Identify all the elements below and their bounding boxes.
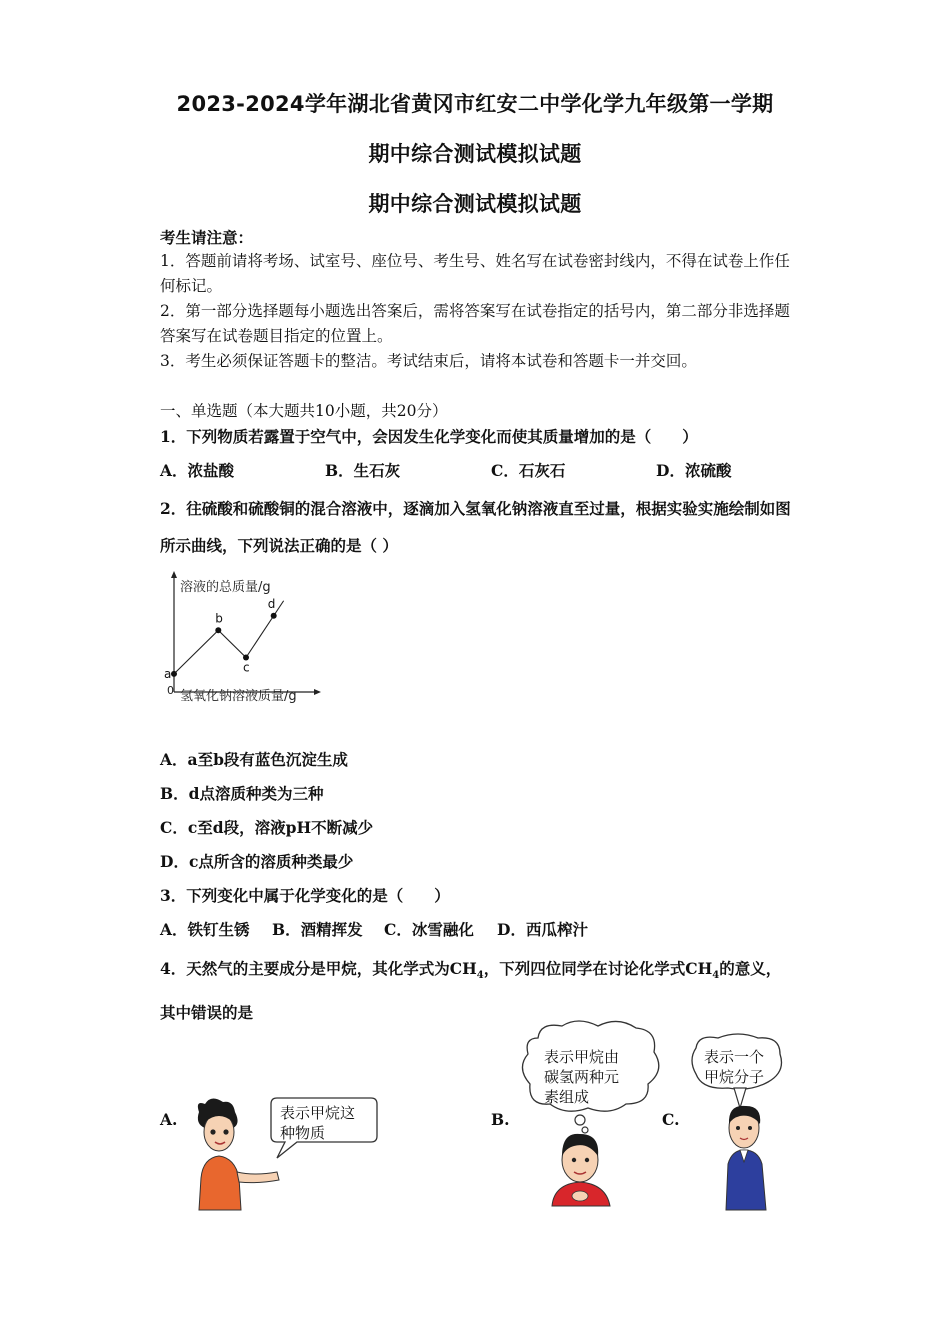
chart-x-arrow bbox=[314, 689, 321, 695]
girl-eye-left bbox=[210, 1129, 215, 1134]
chart-xlabel: 氢氧化钠溶液质量/g bbox=[180, 689, 297, 704]
q3-option-a: A．铁钉生锈 bbox=[160, 920, 250, 939]
q4-stem-part3: 的意义，其中错误的是 bbox=[160, 959, 782, 1023]
notice-item-2: 2．第一部分选择题每小题选出答案后，需将答案写在试卷指定的括号内，第二部分非选择题答案写在试卷题目指定的位置上。 bbox=[160, 302, 790, 345]
chart-ylabel: 溶液的总质量/g bbox=[180, 580, 271, 595]
chart-point-a bbox=[171, 671, 177, 677]
q1-option-a: A．浓盐酸 bbox=[160, 461, 235, 480]
q2-option-d: D．c点所含的溶质种类最少 bbox=[160, 852, 354, 871]
section-heading: 一、单选题（本大题共10小题，共20分） bbox=[160, 402, 448, 420]
q4-figure-a-label: A. bbox=[160, 1110, 178, 1129]
q4-subscript-2: 4 bbox=[712, 970, 720, 982]
q4-figure-b-label: B. bbox=[491, 1110, 510, 1129]
q4-figure-b-illustration bbox=[518, 1018, 666, 1208]
q4-figure-c-illustration bbox=[688, 1032, 788, 1212]
thought-dot-1 bbox=[575, 1115, 585, 1125]
girl-shirt bbox=[199, 1156, 241, 1210]
speech-b-line1: 表示甲烷由 bbox=[544, 1048, 620, 1066]
q3-option-b: B．酒精挥发 bbox=[272, 920, 363, 939]
chart-point-b bbox=[215, 627, 221, 633]
q1-stem: 1．下列物质若露置于空气中，会因发生化学变化而使其质量增加的是（ ） bbox=[160, 427, 698, 446]
notice-item-1: 1．答题前请将考场、试室号、座位号、考生号、姓名写在试卷密封线内，不得在试卷上作任何标记。 bbox=[160, 252, 790, 295]
notice-item-3: 3．考生必须保证答题卡的整洁。考试结束后，请将本试卷和答题卡一并交回。 bbox=[160, 352, 697, 370]
q3-option-d: D．西瓜榨汁 bbox=[497, 920, 588, 939]
q4-stem bbox=[160, 950, 792, 1031]
q2-stem: 2．往硫酸和硫酸铜的混合溶液中，逐滴加入氢氧化钠溶液直至过量，根据实验实施绘制如图所示曲线，下列说法正确的是（ ） bbox=[160, 499, 791, 555]
speech-b-line3: 素组成 bbox=[544, 1088, 590, 1106]
man-c-eye-left bbox=[736, 1126, 740, 1130]
thought-dot-2 bbox=[582, 1127, 588, 1133]
chart-point-d bbox=[271, 613, 277, 619]
speech-tail-c bbox=[734, 1088, 746, 1108]
q3-option-c: C．冰雪融化 bbox=[384, 920, 474, 939]
chart-point-label-b: b bbox=[215, 611, 223, 626]
notice-heading: 考生请注意： bbox=[160, 228, 254, 247]
q1-option-b: B．生石灰 bbox=[325, 461, 401, 480]
chart-y-arrow bbox=[171, 571, 177, 578]
chart-point-label-d: d bbox=[267, 596, 276, 611]
boy-b-hands bbox=[572, 1191, 588, 1201]
q2-chart bbox=[158, 568, 328, 708]
chart-origin-label: 0 bbox=[167, 684, 174, 697]
q2-option-c: C．c至d段，溶液pH不断减少 bbox=[160, 818, 374, 837]
chart-series-line bbox=[174, 616, 274, 674]
speech-c-line2: 甲烷分子 bbox=[704, 1068, 765, 1086]
boy-b-eye-right bbox=[585, 1158, 589, 1162]
exam-title-line1: 2023-2024学年湖北省黄冈市红安二中学化学九年级第一学期 bbox=[176, 92, 774, 116]
q4-figure-c-label: C. bbox=[662, 1110, 680, 1129]
exam-title-line2: 期中综合测试模拟试题 bbox=[368, 142, 582, 166]
exam-title-line3: 期中综合测试模拟试题 bbox=[368, 192, 582, 216]
chart-point-label-c: c bbox=[243, 660, 250, 675]
man-c-shirt bbox=[726, 1150, 766, 1210]
q4-stem-part2: ，下列四位同学在讨论化学式CH bbox=[483, 959, 713, 978]
chart-point-label-a: a bbox=[164, 666, 172, 681]
q1-option-c: C．石灰石 bbox=[491, 461, 566, 480]
q4-stem-part1: 4．天然气的主要成分是甲烷，其化学式为CH bbox=[160, 959, 477, 978]
q4-subscript-1: 4 bbox=[476, 970, 484, 982]
q2-option-a: A．a至b段有蓝色沉淀生成 bbox=[160, 750, 348, 769]
speech-c-line1: 表示一个 bbox=[704, 1048, 765, 1066]
q3-stem: 3．下列变化中属于化学变化的是（ ） bbox=[160, 886, 450, 905]
girl-eye-right bbox=[223, 1129, 228, 1134]
q1-option-d: D．浓硫酸 bbox=[656, 461, 732, 480]
girl-arm bbox=[237, 1172, 279, 1183]
speech-b-line2: 碳氢两种元 bbox=[544, 1068, 620, 1086]
speech-a-line2: 种物质 bbox=[280, 1124, 326, 1142]
boy-b-eye-left bbox=[572, 1158, 576, 1162]
q2-option-b: B．d点溶质种类为三种 bbox=[160, 784, 324, 803]
speech-a-line1: 表示甲烷这 bbox=[280, 1104, 356, 1122]
man-c-eye-right bbox=[748, 1126, 752, 1130]
q4-figure-a-illustration bbox=[185, 1088, 385, 1213]
thought-cloud-b bbox=[522, 1021, 658, 1111]
